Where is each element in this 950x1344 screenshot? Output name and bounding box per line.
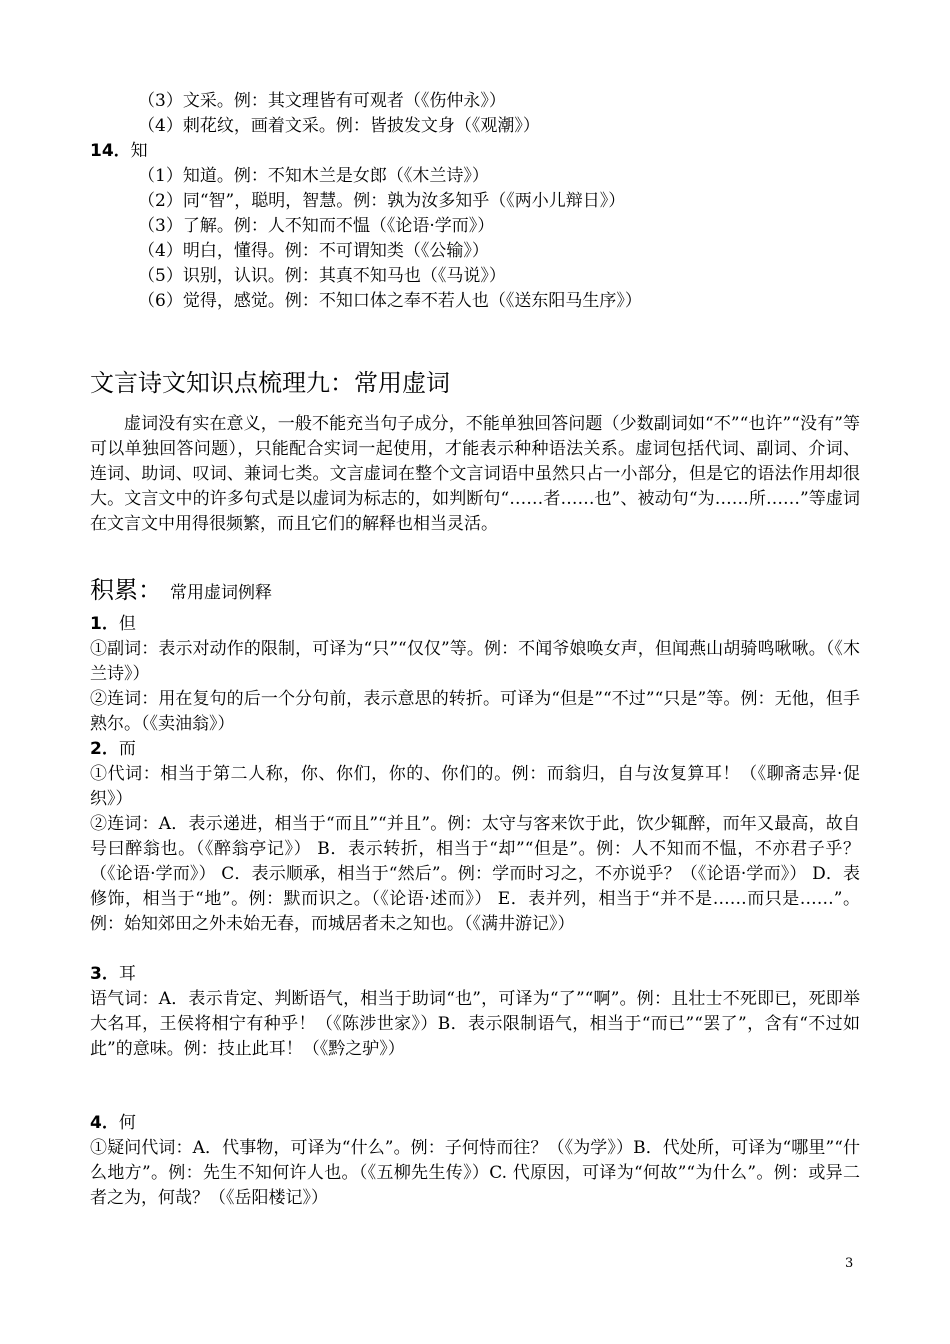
word-heading-2 bbox=[90, 737, 136, 762]
word-number: 4． bbox=[90, 1113, 119, 1133]
intro-paragraph: 虚词没有实在意义，一般不能充当句子成分，不能单独回答问题（少数副词如“不”“也许”“没有”等可以单独回答问题），只能配合实词一起使用，才能表示种种语法关系。虚词包括代词、副词、介词、连词、助词、叹词、兼词七类。文言虚词在整个文言词语中虽然只占一小部分，但是它的语法作用却很大。文言文中的许多句式是以虚词为标志的，如判断句“……者……也”、被动句“为……所……”等虚词在文言文中用得很频繁，而且它们的解释也相当灵活。 bbox=[90, 414, 860, 534]
entry-word: 知 bbox=[130, 141, 148, 161]
word-title: 但 bbox=[118, 614, 136, 634]
accumulation-subtitle: 常用虚词例释 bbox=[170, 583, 272, 603]
word-heading-1 bbox=[90, 612, 136, 637]
word-heading-3 bbox=[90, 962, 136, 987]
meaning-item: （5）识别，认识。例：其真不知马也（《马说》） bbox=[138, 266, 506, 286]
meaning-item: （3）了解。例：人不知而不愠（《论语·学而》） bbox=[138, 216, 495, 236]
meaning-item: （4）刺花纹，画着文采。例：皆披发文身（《观潮》） bbox=[138, 116, 540, 136]
word-number: 2． bbox=[90, 739, 119, 759]
usage-paragraph: ②连词：用在复句的后一个分句前，表示意思的转折。可译为“但是”“不过”“只是”等。例：无他，但手熟尔。（《卖油翁》） bbox=[90, 689, 860, 734]
usage-paragraph: ②连词：A．表示递进，相当于“而且”“并且”。例：太守与客来饮于此，饮少辄醉，而年又最高，故自号曰醉翁也。（《醉翁亭记》） B．表示转折，相当于“却”“但是”。例：人不知而不愠，不亦君子乎？（《论语·学而》） C．表示顺承，相当于“然后”。例：学而时习之，不亦说乎？（《论语·学而》） D．表修饰，相当于“地”。例：默而识之。（《论语·述而》） E．表并列，相当于“并不是……而只是……”。例：始知郊田之外未始无春，而城居者未之知也。（《满井游记》） bbox=[90, 814, 860, 934]
word-heading-4 bbox=[90, 1111, 136, 1136]
accumulation-label: 积累： bbox=[90, 576, 162, 604]
page-number: 3 bbox=[845, 1256, 854, 1271]
word-title: 何 bbox=[118, 1113, 136, 1133]
entry-number: 14． bbox=[90, 141, 131, 161]
word-number: 1． bbox=[90, 614, 119, 634]
meaning-item: （2）同“智”，聪明，智慧。例：孰为汝多知乎（《两小儿辩日》） bbox=[138, 191, 626, 211]
meaning-item: （4）明白，懂得。例：不可谓知类（《公输》） bbox=[138, 241, 489, 261]
section-title: 文言诗文知识点梳理九：常用虚词 bbox=[90, 369, 450, 397]
meaning-item: （1）知道。例：不知木兰是女郎（《木兰诗》） bbox=[138, 166, 489, 186]
usage-paragraph: ①疑问代词：A．代事物，可译为“什么”。例：子何恃而往？（《为学》）B．代处所，可译为“哪里”“什么地方”。例：先生不知何许人也。（《五柳先生传》）C. 代原因，可译为“何故”“为什么”。例：或异二者之为，何哉？（《岳阳楼记》） bbox=[90, 1138, 860, 1208]
entry-heading-14 bbox=[90, 139, 148, 164]
meaning-item: （3）文采。例：其文理皆有可观者（《伤仲永》） bbox=[138, 91, 506, 111]
usage-paragraph: ①代词：相当于第二人称，你、你们，你的、你们的。例：而翁归，自与汝复算耳！（《聊斋志异·促织》） bbox=[90, 764, 860, 809]
word-title: 耳 bbox=[118, 964, 136, 984]
meaning-item: （6）觉得，感觉。例：不知口体之奉不若人也（《送东阳马生序》） bbox=[138, 291, 642, 311]
word-number: 3． bbox=[90, 964, 119, 984]
usage-paragraph: ①副词：表示对动作的限制，可译为“只”“仅仅”等。例：不闻爷娘唤女声，但闻燕山胡骑鸣啾啾。（《木兰诗》） bbox=[90, 639, 860, 684]
usage-paragraph: 语气词：A．表示肯定、判断语气，相当于助词“也”，可译为“了”“啊”。例：且壮士不死即已，死即举大名耳，王侯将相宁有种乎！（《陈涉世家》）B．表示限制语气，相当于“而已”“罢了”，含有“不过如此”的意味。例：技止此耳！（《黔之驴》） bbox=[90, 989, 860, 1059]
word-title: 而 bbox=[118, 739, 136, 759]
accumulation-heading bbox=[90, 570, 272, 605]
